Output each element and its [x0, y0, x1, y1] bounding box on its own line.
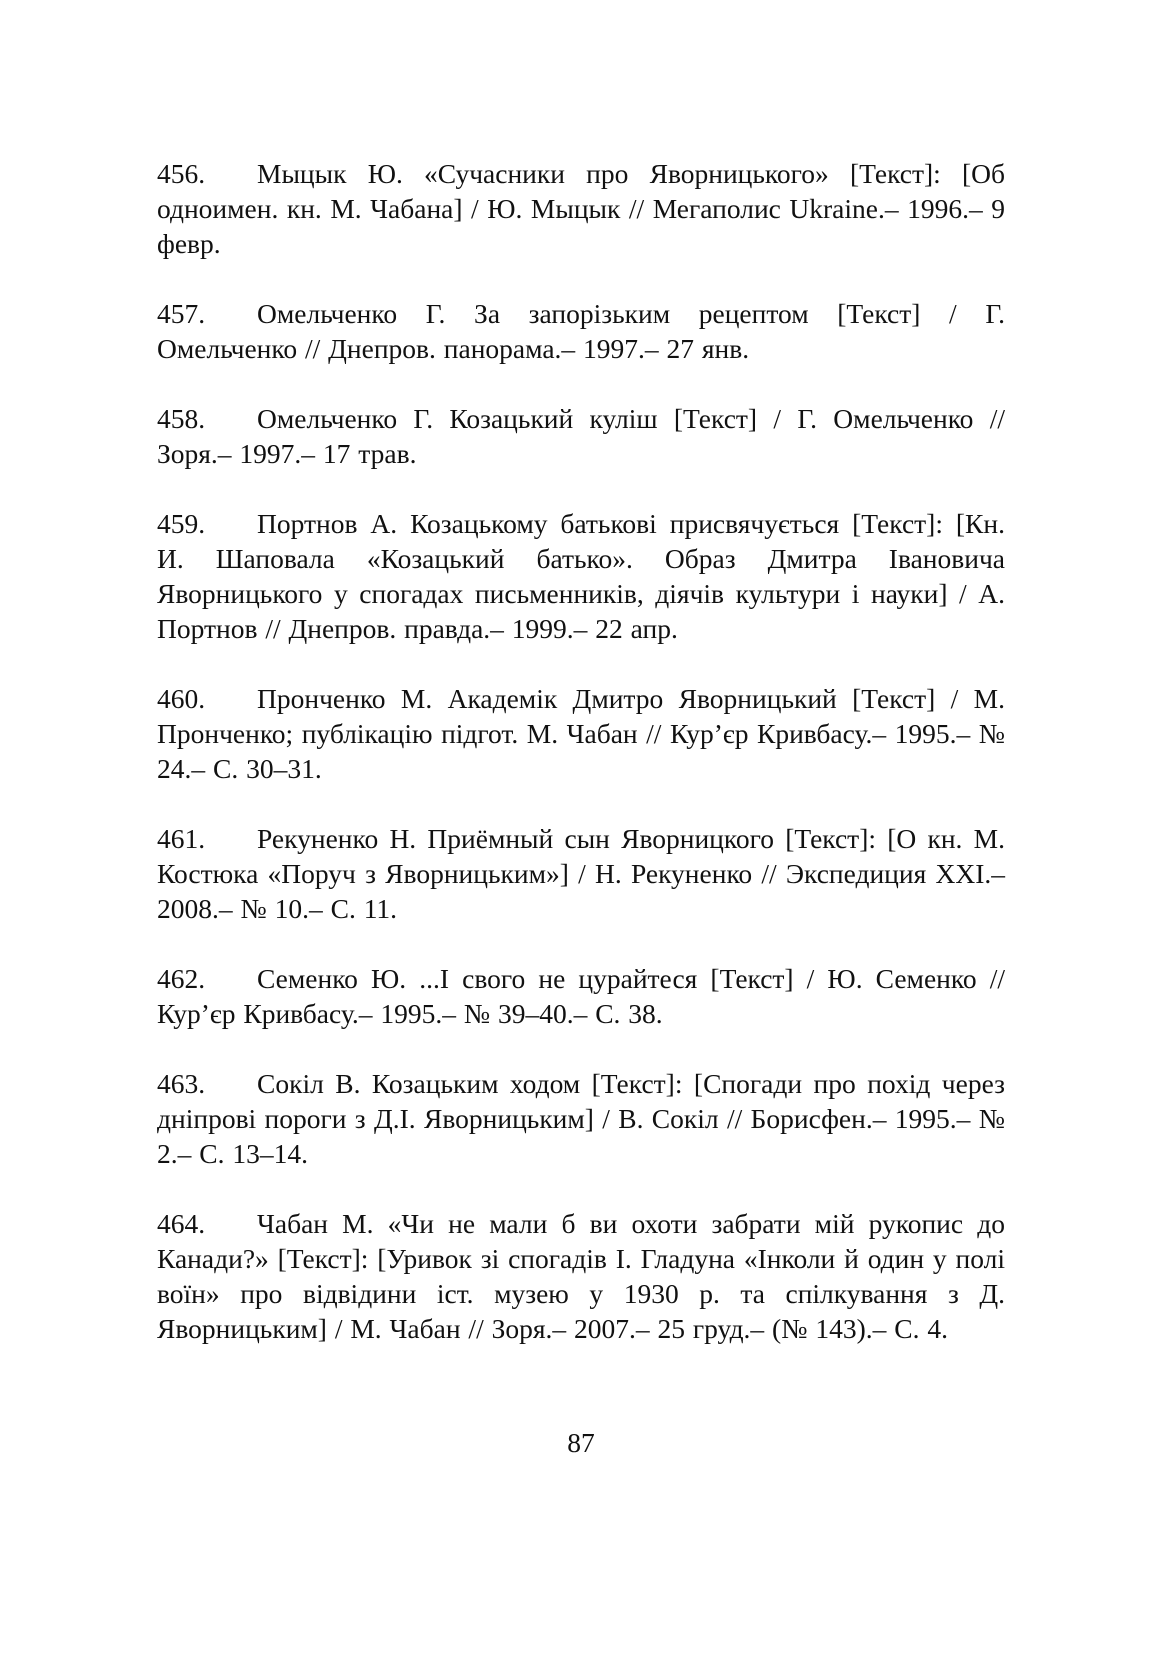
entry-number: 463. — [157, 1068, 206, 1099]
entry-number: 456. — [157, 158, 206, 189]
entry-text: Чабан М. «Чи не мали б ви охоти забрати мій рукопис до Канади?» [Текст]: [Уривок зі спогадів І. Гладуна «Інколи й один у полі воїн» про відвідини іст. музею у 1930 р. та спілкування з Д. Яворницьким] / М. Чабан // Зоря.– 2007.– 25 груд.– (№ 143).– С. 4. — [157, 1208, 1005, 1344]
bibliography-entry — [157, 1206, 1005, 1346]
entry-text: Мыцык Ю. «Сучасники про Яворницького» [Текст]: [Об одноимен. кн. М. Чабана] / Ю. Мыцык // Мегаполис Ukraine.– 1996.– 9 февр. — [157, 158, 1005, 259]
entry-text: Сокіл В. Козацьким ходом [Текст]: [Спогади про похід через дніпрові пороги з Д.І. Яворницьким] / В. Сокіл // Борисфен.– 1995.– № 2.– С. 13–14. — [157, 1068, 1005, 1169]
bibliography-list — [157, 156, 1005, 1381]
entry-number: 459. — [157, 508, 206, 539]
entry-text: Семенко Ю. ...І свого не цурайтеся [Текст] / Ю. Семенко // Кур’єр Кривбасу.– 1995.– № 39–40.– С. 38. — [157, 963, 1005, 1029]
entry-number: 458. — [157, 403, 206, 434]
bibliography-entry — [157, 681, 1005, 786]
bibliography-entry — [157, 401, 1005, 471]
bibliography-entry — [157, 506, 1005, 646]
bibliography-entry — [157, 1066, 1005, 1171]
entry-text: Портнов А. Козацькому батькові присвячується [Текст]: [Кн. И. Шаповала «Козацький батько». Образ Дмитра Івановича Яворницького у спогадах письменників, діячів культури і науки] / А. Портнов // Днепров. правда.– 1999.– 22 апр. — [157, 508, 1005, 644]
entry-text: Рекуненко Н. Приёмный сын Яворницкого [Текст]: [О кн. М. Костюка «Поруч з Яворницьким»] / Н. Рекуненко // Экспедиция XXI.– 2008.– № 10.– С. 11. — [157, 823, 1005, 924]
entry-text: Пронченко М. Академік Дмитро Яворницький [Текст] / М. Пронченко; публікацію підгот. М. Чабан // Кур’єр Кривбасу.– 1995.– № 24.– С. 30–31. — [157, 683, 1005, 784]
entry-number: 464. — [157, 1208, 206, 1239]
entry-number: 457. — [157, 298, 206, 329]
bibliography-entry — [157, 156, 1005, 261]
page-number: 87 — [567, 1427, 595, 1458]
entry-number: 460. — [157, 683, 206, 714]
bibliography-entry — [157, 961, 1005, 1031]
bibliography-entry — [157, 821, 1005, 926]
entry-number: 461. — [157, 823, 206, 854]
entry-text: Омельченко Г. Козацький куліш [Текст] / Г. Омельченко // Зоря.– 1997.– 17 трав. — [157, 403, 1005, 469]
entry-text: Омельченко Г. За запорізьким рецептом [Текст] / Г. Омельченко // Днепров. панорама.– 1997.– 27 янв. — [157, 298, 1005, 364]
bibliography-entry — [157, 296, 1005, 366]
entry-number: 462. — [157, 963, 206, 994]
